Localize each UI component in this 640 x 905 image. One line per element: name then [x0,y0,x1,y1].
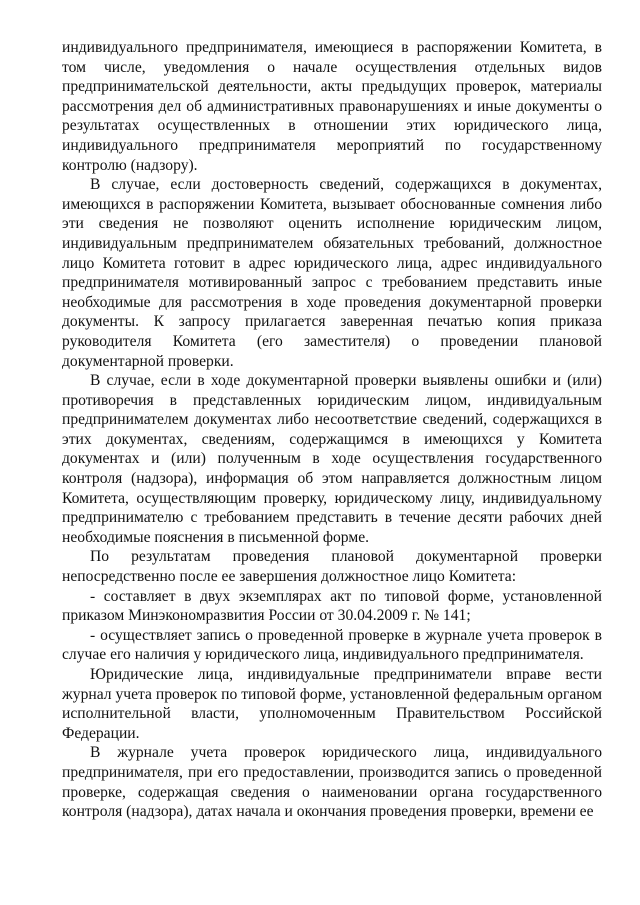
paragraph-journal-right: Юридические лица, индивидуальные предприниматели вправе вести журнал учета проверок по типовой форме, установленной федеральным органом исполнительной власти, уполномоченным Правительством Российской Федерации. [62,666,602,742]
paragraph-continuation: индивидуального предпринимателя, имеющиеся в распоряжении Комитета, в том числе, уведомления о начале осуществления отдельных видов предпринимательской деятельности, акты предыдущих проверок, материалы рассмотрения дел об административных правонарушениях и иные документы о результатах осуществленных в отношении этих юридического лица, индивидуального предпринимателя мероприятий по государственному контролю (надзору). [62,39,602,174]
paragraph-errors-contradictions: В случае, если в ходе документарной проверки выявлены ошибки и (или) противоречия в представленных юридическим лицом, индивидуальным предпринимателем документах либо несоответствие сведений, содержащихся в этих документах, сведениям, содержащимся в имеющихся у Комитета документах и (или) полученным в ходе осуществления государственного контроля (надзора), информация об этом направляется должностным лицом Комитета, осуществляющим проверку, юридическому лицу, индивидуальному предпринимателю с требованием представить в течение десяти рабочих дней необходимые пояснения в письменной форме. [62,372,602,546]
document-page [62,38,602,822]
paragraph-inspection-results: По результатам проведения плановой документарной проверки непосредственно после ее завершения должностное лицо Комитета: [62,548,602,586]
list-item-act: - составляет в двух экземплярах акт по типовой форме, установленной приказом Минэкономразвития России от 30.04.2009 г. № 141; [62,587,602,625]
paragraph-journal-record: В журнале учета проверок юридического лица, индивидуального предпринимателя, при его предоставлении, производится запись о проведенной проверке, содержащая сведения о наименовании органа государственного контроля (надзора), датах начала и окончания проведения проверки, времени ее [62,744,602,821]
paragraph-reliability-doubts: В случае, если достоверность сведений, содержащихся в документах, имеющихся в распоряжении Комитета, вызывает обоснованные сомнения либо эти сведения не позволяют оценить исполнение юридическим лицом, индивидуальным предпринимателем обязательных требований, должностное лицо Комитета готовит в адрес юридического лица, адрес индивидуального предпринимателя мотивированный запрос с требованием представить иные необходимые для рассмотрения в ходе проведения документарной проверки документы. К запросу прилагается заверенная печатью копия приказа руководителя Комитета (его заместителя) о проведении плановой документарной проверки. [62,176,602,370]
list-item-journal-entry: - осуществляет запись о проведенной проверке в журнале учета проверок в случае его наличия у юридического лица, индивидуального предпринимателя. [62,626,602,664]
